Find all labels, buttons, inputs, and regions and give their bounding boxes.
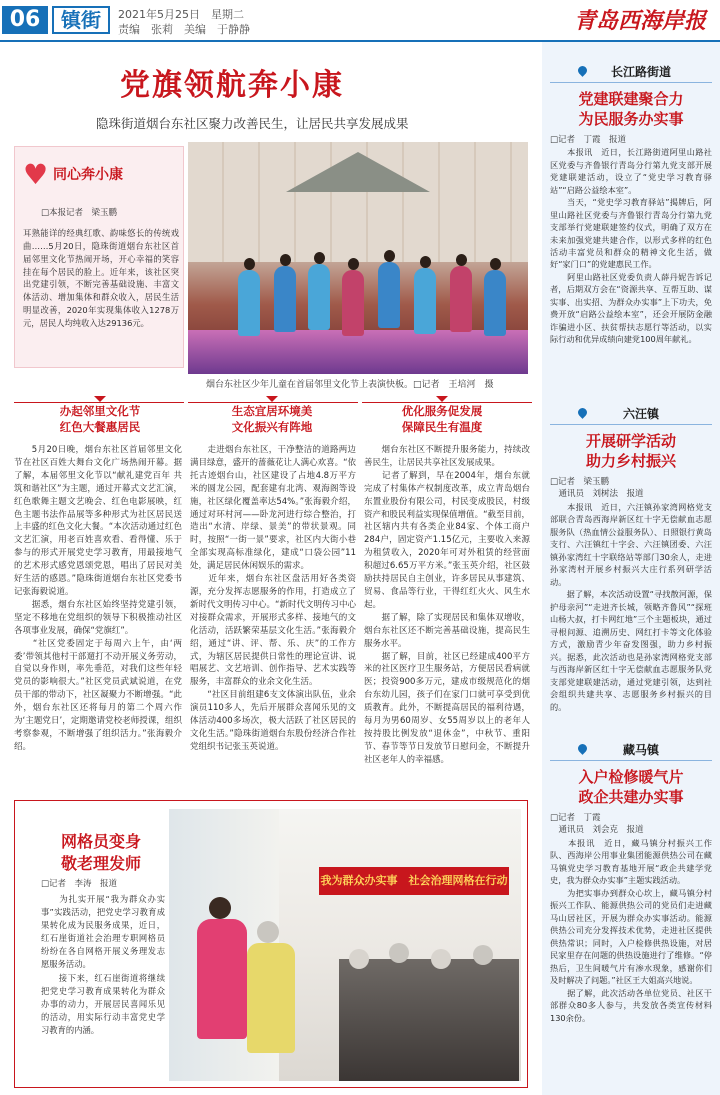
location-pin-icon <box>550 740 712 761</box>
elder-head <box>349 949 369 969</box>
story-headline: 党建联建聚合力 为民服务办实事 <box>578 90 684 129</box>
performer <box>450 266 472 332</box>
elder-head <box>473 945 493 965</box>
performer <box>308 264 330 330</box>
performer <box>274 266 296 332</box>
volunteer-vest <box>197 919 247 1039</box>
story-text: 本报讯 近日，长江路街道阿里山路社区党委与齐鲁银行青岛分行第九党支部开展党建联建活动，设立了“党史学习教育驿站”“启路公益绘本室”。 当天，“党史学习教育驿站”揭牌后，阿里山路社区党委与齐鲁银行青岛分行第九党支部举行党建联建签约仪式，明确了双方在未来加强党建共建合作，以形式多样的红色活动丰富党员和群众的精神文化生活，做好“家门口”的党建惠民工作。 阿里山路社区党委负责人薛丹妮告诉记者，后期双方会在“资源共享、互帮互助、谋实事、出实招、为群众办实事”上下功夫，免费开放“启路公益绘本室”，还会开展防金融诈骗进小区、扶贫帮扶志愿行等活动，以实际行动和优异成绩向建党100周年献礼。 <box>550 147 712 345</box>
section-3-text: 烟台东社区不断提升服务能力，持续改善民生，让居民共享社区发展成果。 记者了解到，早在2004年，烟台东就完成了村集体产权制度改革，成立青岛烟台东置业股份有限公司，村民变成股民，村级资产和股民利益实现保值增值。“截至目前，社区辖内共有各类企业84家、个体工商户284户，固定资产1.15亿元，主要收入来源为租赁收入，2020年可对外租赁的经营面积超过6.65万平方米。”张玉英介绍，社区鼓励扶持居民自主创业，许多居民从事建筑、贸易、食品等行业，干得红红火火、风生水起。 据了解，除了实现居民和集体双增收，烟台东社区还不断完善基础设施，提高民生服务水平。 据了解，目前，社区已经建成400平方米的社区医疗卫生服务站，方便居民看病就医；投资900多万元，建成市级规范化的烟台东幼儿园，孩子们在家门口就可享受到优质教育。此外，不断提高居民的福利待遇，每月为男60周岁、女55周岁以上的老年人按持股比例发放“退休金”，中秋节、重阳节、春节等节日发放节日慰问金，不断提升社区老年人的幸福感。 <box>364 445 530 765</box>
feature-box <box>14 800 528 1088</box>
editors: 责编 张莉 美编 于静静 <box>118 23 250 36</box>
section-head-line: 办起邻里文化节 <box>59 404 141 418</box>
sidebar-story-liuwang <box>550 404 712 713</box>
photo-banner: 我为群众办实事 社会治理网格在行动 <box>319 867 509 895</box>
elder-head <box>431 949 451 969</box>
section-head-3 <box>386 404 498 435</box>
section-head-line: 文化振兴有阵地 <box>231 419 313 434</box>
elder-head <box>389 943 409 963</box>
section-name: 镇街 <box>52 6 110 34</box>
elder-head <box>257 921 279 943</box>
story-byline: □记者 丁霞 报道 <box>550 134 627 145</box>
photo-caption: 烟台东社区少年儿童在首届邻里文化节上表演快板。□记者 王培河 摄 <box>206 380 494 390</box>
performer <box>414 268 436 334</box>
main-subheadline: 隐珠街道烟台东社区聚力改善民生，让居民共享发展成果 <box>96 116 409 131</box>
stage-photo <box>188 142 528 374</box>
location-pin-icon <box>550 404 712 425</box>
section-head-2 <box>216 404 328 435</box>
story-text: 本报讯 近日，藏马镇分村振兴工作队、西海岸公用事业集团能源供热公司在藏马镇党史学习教育基地开展“政企共建学党史，我为群众办实事”主题实践活动。 为把实事办到群众心坎上，藏马镇分村振兴工作队、能源供热公司的党员们走进藏马山居社区，开展为群众办实事活动。能源供热公司充分发挥技术优势，走进社区提供供热常识；同时，入户检修供热设施，对居民家里存在问题的供热设施进行了维修。“停热后，卫生间暖气片有渗水现象，感谢你们及时解决了问题。”社区王大姐高兴地说。 据了解，此次活动各单位党员、社区干部群众80多人参与，共发放各类宣传材料130余份。 <box>550 838 712 1023</box>
lead-text: 耳熟能详的经典红歌、韵味悠长的传统戏曲……5月20日，隐珠街道烟台东社区首届邻里文化节热闹开场，开心幸福的笑容挂在每个居民的脸上。近年来，该社区突出党建引领，不断完善基础设施、丰富文体活动、增加集体和群众收入，居民生活明显改善，2020年实现集体收入1278万元，居民人均纯收入达29136元。 <box>23 228 179 329</box>
newspaper-logo: 青岛西海岸报 <box>573 8 706 34</box>
section-head-line: 保障民生有温度 <box>401 419 483 434</box>
performer <box>378 262 400 328</box>
section-1-text: 5月20日晚，烟台东社区首届邻里文化节在社区百姓大舞台文化广场热闹开幕。据了解，本届邻里文化节以“献礼建党百年 共筑和谐社区”为主题，通过开幕式文艺汇演，红色歌舞主题文艺晚会、红色电影展映，红色主题书法作品展等多种形式为社区居民送上丰盛的红色文化大餐。“本次活动通过红色文艺汇演，用老百姓喜欢看、看得懂、乐于参与的形式开展党史学习教育，用最接地气的艺术形式感党恩颂党恩，唱出了居民对美好生活的感恩。”隐珠街道烟台东社区党委书记张海毅说道。 据悉，烟台东社区始终坚持党建引领，坚定不移地在党组织的领导下积极推动社区各项事业发展，确保“党旗红”。 “社区党委固定于每周六上午，由‘两委’带领其他村干部遛打不动开展义务劳动，自觉以身作则，率先垂范，对我们这些年轻党员的影响很大。”社区党员武斌说道，在党员干部的带动下，社区凝聚力不断增强。“此外，烟台东社区还将每月的第二个周六作为‘主题党日’，定期邀请党校老师授课，组织考察参观，不断增强了组织活力。”张海毅介绍。 <box>14 445 182 752</box>
photo-stage <box>188 330 528 374</box>
story-location: 长江路街道 <box>610 65 671 79</box>
section-2-text: 走进烟台东社区，干净整洁的道路两边满目绿意，盛开的蔷薇花让人满心欢喜。“依托古迹烟台山，社区建设了占地4.8万平方米的圆龙公园，配套建有北湾、观海阁等设施，社区绿化覆盖率达54%。”张海毅介绍，通过对环村河——卧龙河进行综合整治，打造出“水清、岸绿、景美”的带状景观。同时，按照“一街一景”要求，社区内大街小巷全部实现高标准绿化，建成“口袋公园”11处，满足居民休闲娱乐的需求。 近年来，烟台东社区盘活用好各类资源，充分发挥志愿服务的作用，打造成立了新时代文明传习中心。“新时代文明传习中心对接群众需求，开展形式多样、接地气的文化活动，活跃繁荣基层文化生活。”张海毅介绍，通过“讲、评、帮、乐、庆”的工作方式，为辖区居民提供日常性的理论宣讲、说唱展艺、文艺培训、创作指导、艺术实践等服务，丰富群众的业余文化生活。 “社区目前组建6支文体演出队伍，业余演员110多人，先后开展群众喜闻乐见的文体活动400多场次，极大活跃了社区居民的文化生活。”隐珠街道烟台东股份经济合作社党组织书记张玉英说道。 <box>190 445 356 752</box>
section-head-line: 优化服务促发展 <box>401 404 483 418</box>
page-header <box>0 0 720 42</box>
section-head-line: 生态宜居环境美 <box>231 404 313 418</box>
location-pin-icon <box>550 62 712 83</box>
story-location: 藏马镇 <box>622 743 659 757</box>
feature-byline: □记者 李涛 报道 <box>41 879 118 889</box>
sidebar-story-changjiang <box>550 62 712 346</box>
main-headline: 党旗领航奔小康 <box>120 68 344 103</box>
page-number: 06 <box>2 6 48 34</box>
performer <box>238 270 260 336</box>
story-byline: □记者 丁霞 通讯员 刘会克 报道 <box>550 812 644 836</box>
performer <box>484 270 506 336</box>
volunteer-head <box>209 897 231 919</box>
story-byline: □记者 梁玉鹏 通讯员 刘树法 报道 <box>550 476 644 500</box>
story-headline: 开展研学活动 助力乡村振兴 <box>585 432 676 471</box>
story-location: 六汪镇 <box>622 407 659 421</box>
story-text: 本报讯 近日，六汪镇孙家湾网格党支部联合青岛西海岸新区红十字无偿献血志愿服务队（热血情公益服务队）、日照银行黄岛支行、六汪镇红十字会、六汪镇团委、六汪镇孙家湾红十字联络站等部门30余人，走进孙家湾村开展乡村振兴大庄行系列研学活动。 据了解，本次活动设置“寻找散河源，保护母亲河”“走进齐长城，领略齐鲁风”“探班山杨大叔，打卡网红地”三个主题板块，通过寻根问源、追溯历史、网红打卡等文化体验方式，激励青少年奋发图强，助力乡村振兴。据悉，此次活动也是孙家湾网格党支部与西海岸新区红十字无偿献血志愿服务队党支部党建联建活动，通过党建引领，达到社会组织共建共享、志愿服务乡村振兴的目的。 <box>550 502 712 712</box>
performer <box>342 270 364 336</box>
issue-date: 2021年5月25日 星期二 <box>118 8 244 21</box>
elder-cape <box>247 943 295 1053</box>
haircut-photo <box>169 809 521 1081</box>
news-sidebar <box>542 42 720 1095</box>
sidebar-story-zangma <box>550 740 712 1024</box>
section-head-line: 红色大餐惠居民 <box>59 419 141 434</box>
seated-crowd <box>339 959 519 1081</box>
feature-text: 为扎实开展“我为群众办实事”实践活动，把党史学习教育成果转化成为民服务成果，近日，红石崖街道社会治理专职网格员纷纷在各自网格开展义务理发志愿服务活动。 接下来，红石崖街道将继续把党史学习教育成果转化为群众办事的动力，开展居民喜闻乐见的活动，用实际行动丰富党史学习教育的内涵。 <box>41 894 165 1035</box>
tongxin-logo: ♥ 同心奔小康 <box>23 155 173 195</box>
lead-box <box>14 146 184 368</box>
lead-byline: □本报记者 梁玉鹏 <box>41 208 118 218</box>
story-headline: 入户检修暖气片 政企共建办实事 <box>578 768 684 807</box>
feature-headline: 网格员变身 敬老理发师 <box>60 832 141 873</box>
section-head-1 <box>44 404 156 435</box>
